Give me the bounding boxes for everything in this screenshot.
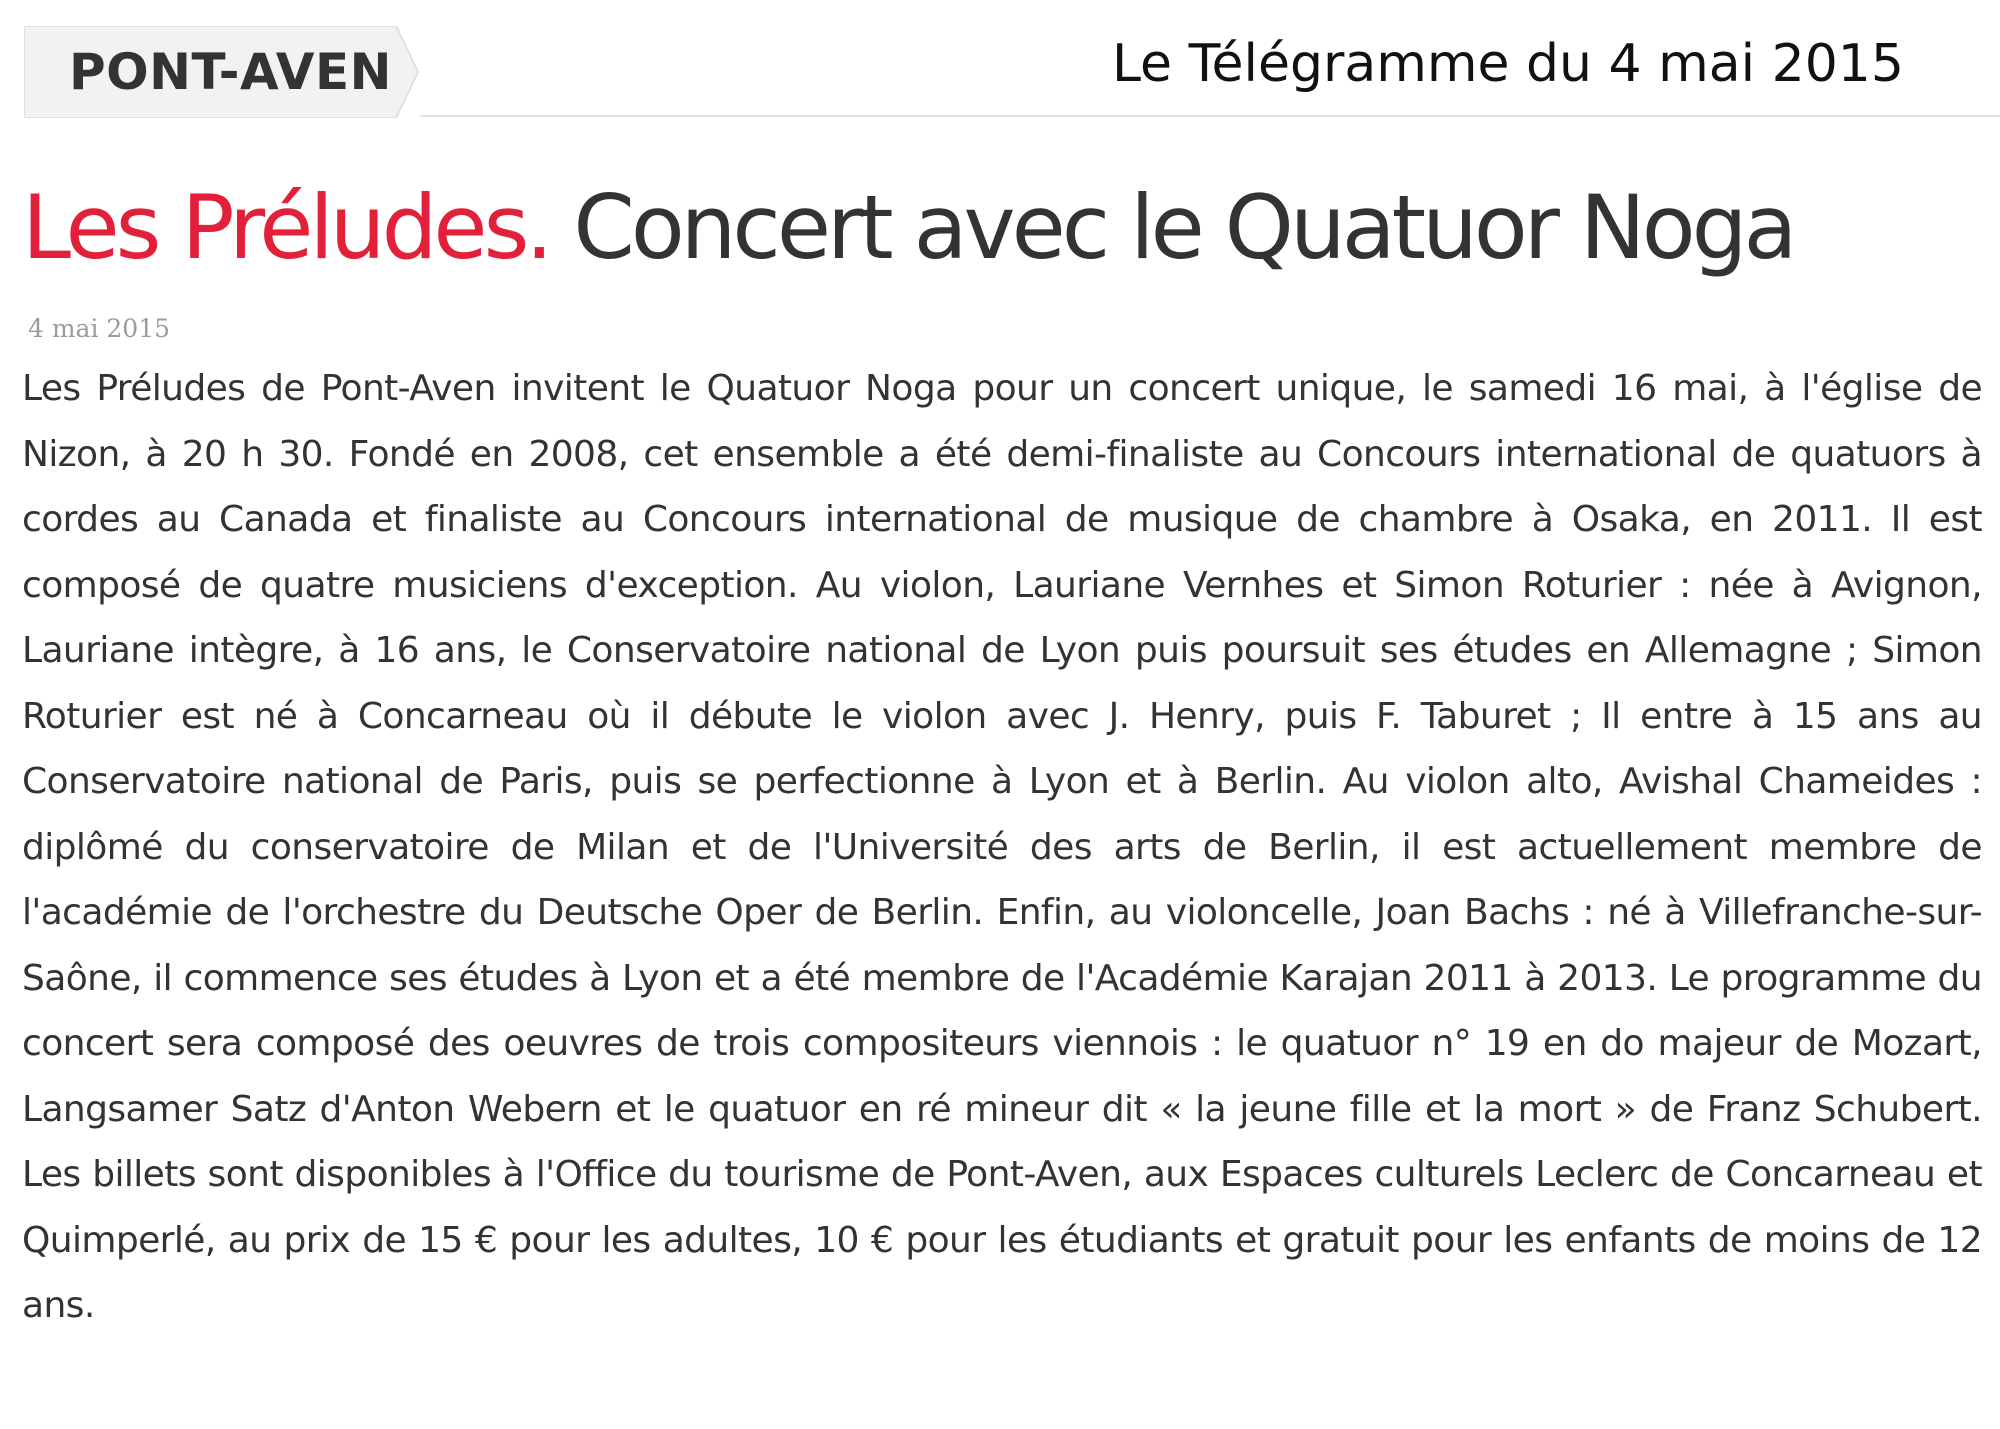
article-body: Les Préludes de Pont-Aven invitent le Quatuor Noga pour un concert unique, le samedi 16 mai, à l'église de Nizon, à 20 h 30. Fondé en 2008, cet ensemble a été demi-finaliste au Concours international de quatuors à cordes au Canada et finaliste au Concours international de musique de chambre à Osaka, en 2011. Il est composé de quatre musiciens d'exception. Au violon, Lauriane Vernhes et Simon Roturier : née à Avignon, Lauriane intègre, à 16 ans, le Conservatoire national de Lyon puis poursuit ses études en Allemagne ; Simon Roturier est né à Concarneau où il débute le violon avec J. Henry, puis F. Taburet ; Il entre à 15 ans au Conservatoire national de Paris, puis se perfectionne à Lyon et à Berlin. Au violon alto, Avishal Chameides : diplômé du conservatoire de Milan et de l'Université des arts de Berlin, il est actuellement membre de l'académie de l'orchestre du Deutsche Oper de Berlin. Enfin, au violoncelle, Joan Bachs : né à Villefranche-sur-Saône, il commence ses études à Lyon et a été membre de l'Académie Karajan 2011 à 2013. Le programme du concert sera composé des oeuvres de trois compositeurs viennois : le quatuor n° 19 en do majeur de Mozart, Langsamer Satz d'Anton Webern et le quatuor en ré mineur dit « la jeune fille et la mort » de Franz Schubert. Les billets sont disponibles à l'Office du tourisme de Pont-Aven, aux Espaces culturels Leclerc de Concarneau et Quimperlé, au prix de 15 € pour les adultes, 10 € pour les étudiants et gratuit pour les enfants de moins de 12 ans. [22, 368, 1982, 1326]
headline-kicker: Les Préludes. [22, 176, 550, 279]
article-date: 4 mai 2015 [28, 314, 171, 343]
headline-title: Concert avec le Quatuor Noga [573, 176, 1794, 279]
article-headline [22, 165, 1982, 291]
section-tag[interactable] [24, 26, 419, 118]
source-caption: Le Télégramme du 4 mai 2015 [1112, 34, 1904, 94]
header-divider [420, 115, 2000, 117]
section-tag-label: PONT-AVEN [69, 43, 393, 101]
